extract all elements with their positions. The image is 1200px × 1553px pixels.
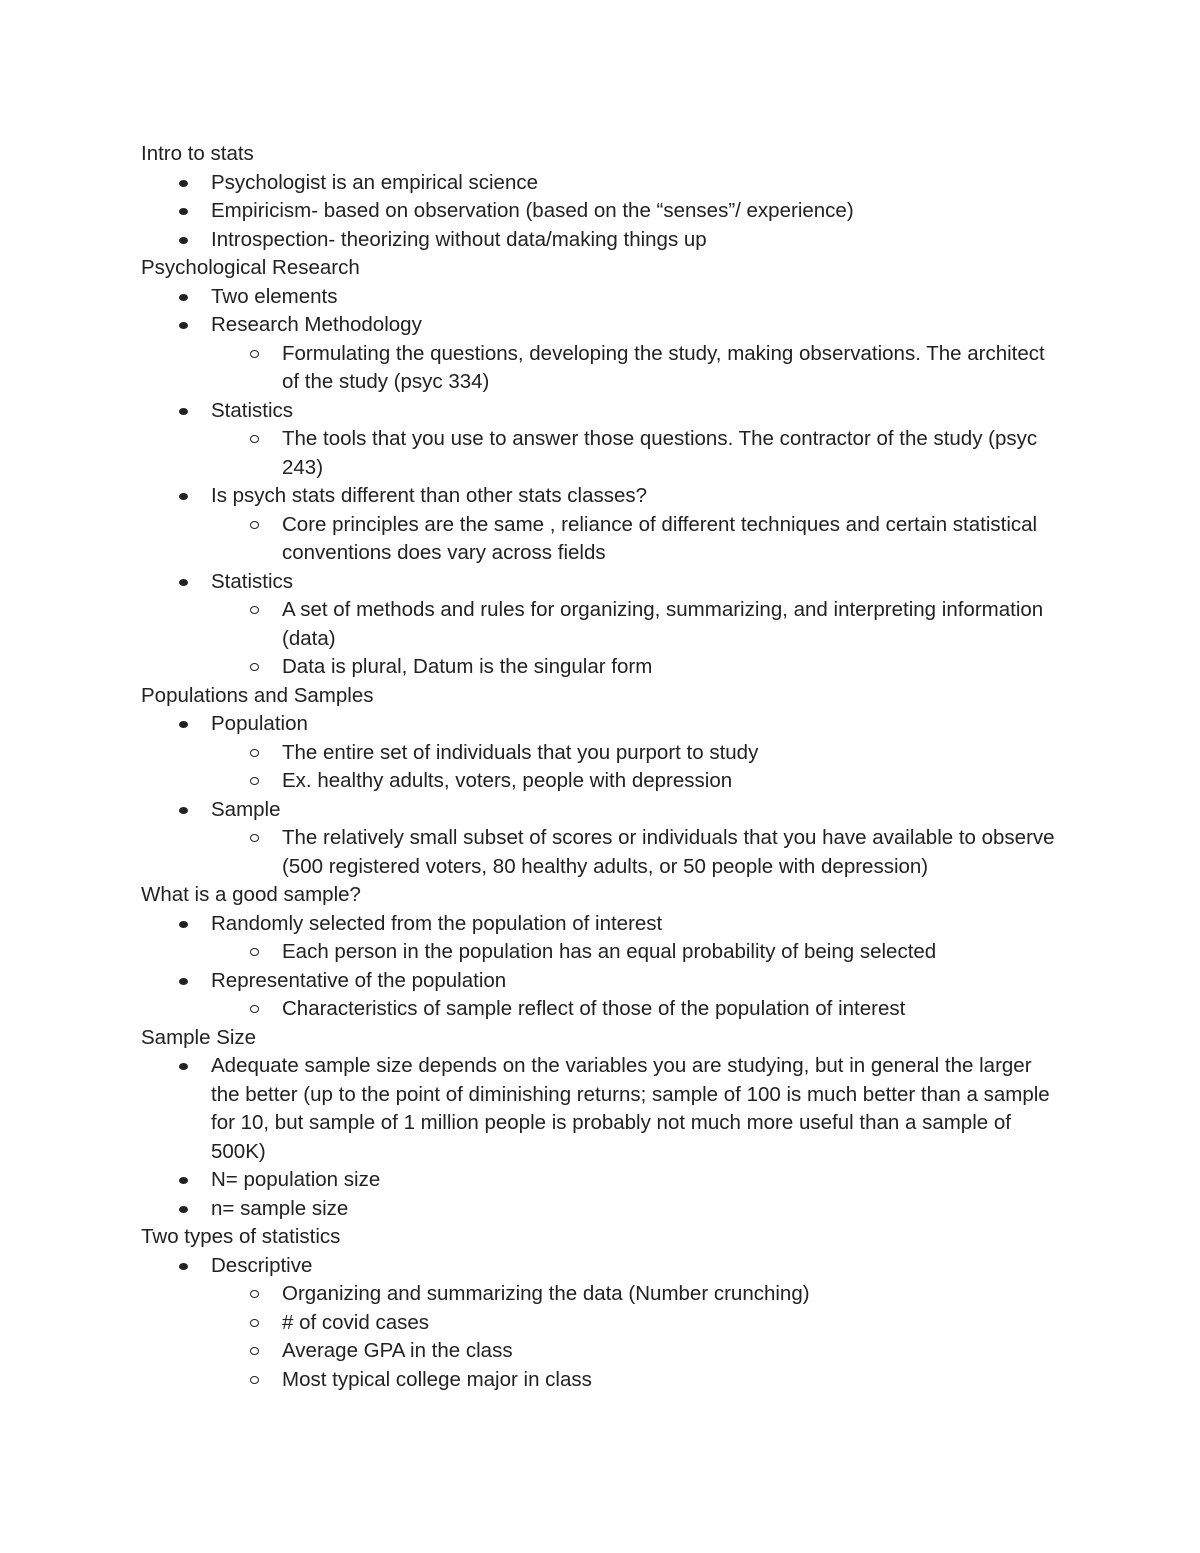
list-item-text: Statistics (211, 398, 294, 422)
filled-bullet-icon (179, 1063, 188, 1070)
list-item-text: N= population size (211, 1168, 381, 1191)
list-item-text: Sample (211, 797, 281, 821)
hollow-bullet-icon (250, 749, 259, 757)
filled-bullet-icon (179, 208, 188, 215)
hollow-bullet-icon (250, 1319, 259, 1327)
hollow-bullet-icon (250, 777, 259, 785)
hollow-bullet-icon (250, 948, 259, 956)
list-item-text: Research Methodology (211, 313, 422, 336)
list-item (141, 283, 1061, 312)
list-item (141, 910, 1061, 967)
filled-bullet-icon (179, 322, 188, 329)
sub-bullet-list (211, 340, 1061, 397)
list-item-text: Randomly selected from the population of interest (211, 911, 663, 935)
sub-bullet-list (211, 995, 1061, 1024)
sub-list-item (211, 767, 1061, 796)
filled-bullet-icon (179, 180, 188, 187)
section (141, 682, 1061, 882)
sub-list-item (211, 1309, 1061, 1338)
bullet-list (141, 1252, 1061, 1395)
list-item (141, 1252, 1061, 1395)
section (141, 1024, 1061, 1224)
sub-list-item-text: Average GPA in the class (282, 1339, 513, 1362)
list-item (141, 482, 1061, 568)
sub-list-item-text: Characteristics of sample reflect of those of the population of interest (282, 997, 906, 1020)
bullet-list (141, 169, 1061, 255)
section (141, 1223, 1061, 1394)
sub-list-item-text: Core principles are the same , reliance of different techniques and certain statistical conventions does vary across fields (282, 512, 1038, 564)
bullet-list (141, 710, 1061, 881)
list-item-text: Two elements (211, 284, 338, 308)
filled-bullet-icon (179, 978, 188, 985)
filled-bullet-icon (179, 237, 188, 244)
list-item-text: Is psych stats different than other stats classes? (211, 484, 648, 507)
sub-bullet-list (211, 824, 1061, 881)
list-item-text: Introspection- theorizing without data/making things up (211, 227, 707, 251)
filled-bullet-icon (179, 921, 188, 928)
section (141, 140, 1061, 254)
hollow-bullet-icon (250, 1376, 259, 1384)
sub-list-item-text: Ex. healthy adults, voters, people with depression (282, 769, 733, 792)
sub-list-item-text: Most typical college major in class (282, 1367, 592, 1391)
sub-list-item (211, 425, 1061, 482)
list-item-text: Statistics (211, 569, 294, 593)
sub-list-item-text: The entire set of individuals that you purport to study (282, 740, 759, 764)
list-item (141, 1195, 1061, 1224)
sub-list-item-text: Organizing and summarizing the data (Number crunching) (282, 1282, 810, 1305)
sub-list-item (211, 596, 1061, 653)
section (141, 254, 1061, 682)
filled-bullet-icon (179, 807, 188, 814)
sub-list-item-text: Each person in the population has an equal probability of being selected (282, 940, 937, 963)
sub-bullet-list (211, 739, 1061, 796)
sub-list-item-text: The tools that you use to answer those questions. The contractor of the study (psyc 243) (282, 427, 1038, 479)
list-item-text: Representative of the population (211, 968, 507, 992)
bullet-list (141, 1052, 1061, 1223)
bullet-list (141, 283, 1061, 682)
list-item (141, 710, 1061, 796)
sub-bullet-list (211, 938, 1061, 967)
list-item (141, 967, 1061, 1024)
hollow-bullet-icon (250, 663, 259, 671)
filled-bullet-icon (179, 1206, 188, 1213)
sub-list-item (211, 1280, 1061, 1309)
section-heading: Psychological Research (141, 256, 360, 279)
list-item-text: n= sample size (211, 1196, 349, 1220)
list-item (141, 197, 1061, 226)
filled-bullet-icon (179, 579, 188, 586)
list-item (141, 311, 1061, 397)
list-item-text: Adequate sample size depends on the variables you are studying, but in general the larger the better (up to the point of diminishing returns; sample of 100 is much better than a sample for 10, but sample of 1 million people is probably not much more useful than a sample of 500K) (211, 1054, 1050, 1163)
filled-bullet-icon (179, 1177, 188, 1184)
filled-bullet-icon (179, 1263, 188, 1270)
sub-list-item (211, 653, 1061, 682)
sub-list-item-text: A set of methods and rules for organizing, summarizing, and interpreting information (data) (282, 598, 1044, 650)
filled-bullet-icon (179, 294, 188, 301)
sub-bullet-list (211, 425, 1061, 482)
list-item-text: Empiricism- based on observation (based on the “senses”/ experience) (211, 199, 854, 222)
list-item (141, 397, 1061, 483)
document-page (141, 140, 1061, 1394)
section-heading: What is a good sample? (141, 883, 361, 906)
list-item (141, 169, 1061, 198)
list-item-text: Descriptive (211, 1253, 313, 1277)
sub-list-item (211, 511, 1061, 568)
sub-list-item-text: Formulating the questions, developing the study, making observations. The architect of the study (psyc 334) (282, 341, 1045, 393)
list-item (141, 796, 1061, 882)
filled-bullet-icon (179, 408, 188, 415)
list-item (141, 226, 1061, 255)
hollow-bullet-icon (250, 1005, 259, 1013)
sub-list-item (211, 739, 1061, 768)
hollow-bullet-icon (250, 350, 259, 358)
filled-bullet-icon (179, 493, 188, 500)
section (141, 881, 1061, 1024)
filled-bullet-icon (179, 721, 188, 728)
bullet-list (141, 910, 1061, 1024)
sub-bullet-list (211, 1280, 1061, 1394)
hollow-bullet-icon (250, 834, 259, 842)
sub-bullet-list (211, 511, 1061, 568)
list-item-text: Population (211, 712, 308, 735)
sub-list-item (211, 340, 1061, 397)
sub-list-item (211, 824, 1061, 881)
list-item-text: Psychologist is an empirical science (211, 170, 538, 194)
section-heading: Sample Size (141, 1025, 257, 1049)
sub-list-item (211, 1366, 1061, 1395)
sub-list-item-text: Data is plural, Datum is the singular form (282, 655, 653, 678)
sub-list-item (211, 1337, 1061, 1366)
sub-list-item (211, 938, 1061, 967)
section-heading: Intro to stats (141, 142, 254, 165)
hollow-bullet-icon (250, 521, 259, 529)
sub-list-item-text: The relatively small subset of scores or individuals that you have available to observe (500 registered voters, 80 healthy adults, or 50 people with depression) (282, 826, 1055, 878)
list-item (141, 568, 1061, 682)
hollow-bullet-icon (250, 1290, 259, 1298)
hollow-bullet-icon (250, 606, 259, 614)
hollow-bullet-icon (250, 1347, 259, 1355)
sub-bullet-list (211, 596, 1061, 682)
section-heading: Populations and Samples (141, 683, 374, 707)
list-item (141, 1052, 1061, 1166)
sub-list-item-text: # of covid cases (282, 1310, 429, 1334)
sub-list-item (211, 995, 1061, 1024)
list-item (141, 1166, 1061, 1195)
hollow-bullet-icon (250, 435, 259, 443)
section-heading: Two types of statistics (141, 1225, 341, 1248)
